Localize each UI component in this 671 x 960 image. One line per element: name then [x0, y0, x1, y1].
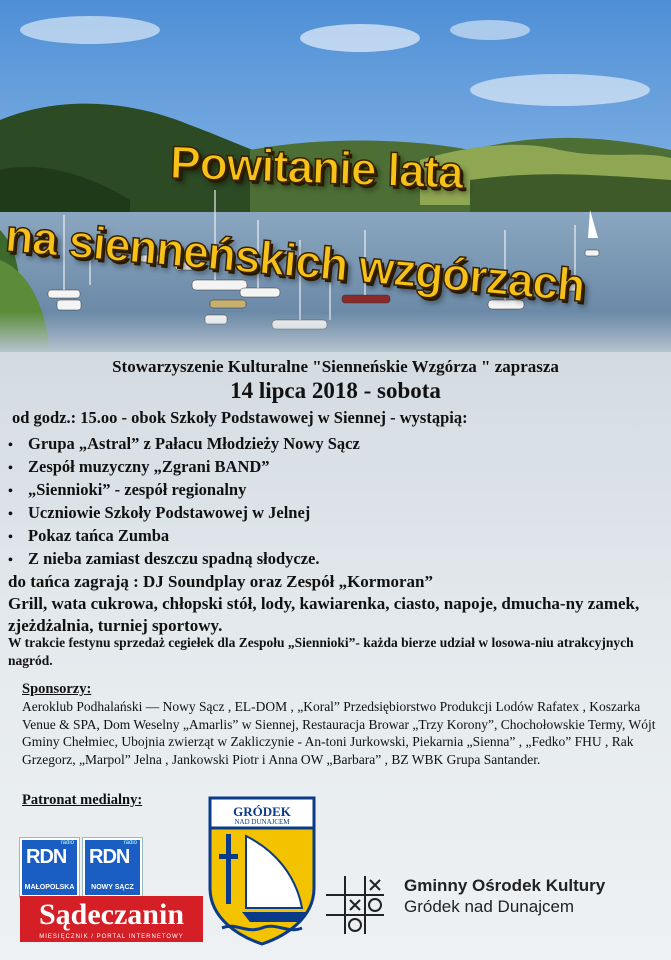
rdn-nowy-sacz-logo: radio RDN NOWY SĄCZ [83, 838, 142, 897]
bullet-icon: • [8, 530, 13, 545]
bullet-icon: • [8, 461, 13, 476]
dance-music-info: do tańca zagrają : DJ Soundplay oraz Zespół „Kormoran” [8, 572, 433, 591]
performer-item: • Pokaz tańca Zumba [8, 526, 170, 545]
grodek-coat-of-arms: GRÓDEK NAD DUNAJCEM [206, 796, 318, 946]
bullet-icon: • [8, 507, 13, 522]
performer-item: • Z nieba zamiast deszczu spadną słodycze. [8, 549, 320, 568]
sponsors-heading: Sponsorzy: [22, 681, 92, 697]
performer-item: • Zespół muzyczny „Zgrani BAND” [8, 457, 270, 476]
performer-item: • Uczniowie Szkoły Podstawowej w Jelnej [8, 503, 311, 522]
bullet-icon: • [8, 438, 13, 453]
raffle-info: W trakcie festynu sprzedaż cegiełek dla Zespołu „Siennioki”- każda bierze udział w losowa-niu atrakcyjnych nagród. [8, 635, 634, 668]
performer-item: • Grupa „Astral” z Pałacu Młodzieży Nowy Sącz [8, 434, 360, 453]
gok-tic-tac-toe-logo-icon [324, 874, 386, 936]
sadeczanin-logo: Sądeczanin MIESIĘCZNIK / PORTAL INTERNETOWY [20, 896, 203, 942]
attractions-info: Grill, wata cukrowa, chłopski stół, lody, kawiarenka, ciasto, napoje, dmucha-ny zamek, zjeżdżalnia, turniej sportowy. [8, 594, 640, 635]
bullet-icon: • [8, 553, 13, 568]
media-patronage-heading: Patronat medialny: [22, 792, 143, 808]
event-title-line-1: Powitanie lata [169, 135, 464, 199]
event-date: 14 lipca 2018 - sobota [230, 378, 441, 403]
header-photo [0, 0, 671, 352]
rdn-malopolska-logo: radio RDN MAŁOPOLSKA [20, 838, 79, 897]
event-title-line-2: na sienneńskich wzgórzach [3, 208, 587, 312]
sponsors-list: Aeroklub Podhalański — Nowy Sącz , EL-DOM , „Koral” Przedsiębiorstwo Produkcji Lodów Rafatex , Koszarka Venue & SPA, Dom Weselny „Amarlis” w Siennej, Restauracja Browar „Trzy Korony”, Chochołowskie Termy, Wójt Gminy Chełmiec, Ubojnia zwierząt w Zakliczynie - An-toni Jurkowski, Piekarnia „Sienna” , „Fedko” FHU , Rak Grzegorz, „Marpol” Jelna , Jankowski Piotr i Anna OW „Barbara” , BZ WBK Grupa Santander. [22, 699, 656, 767]
performer-item: • „Siennioki” - zespół regionalny [8, 480, 247, 499]
gok-location: Gródek nad Dunajcem [404, 897, 575, 916]
organizer-invitation: Stowarzyszenie Kulturalne "Sienneńskie Wzgórza " zaprasza [112, 357, 559, 376]
bullet-icon: • [8, 484, 13, 499]
gok-name: Gminny Ośrodek Kultury [404, 876, 606, 895]
event-time-place: od godz.: 15.oo - obok Szkoły Podstawowej w Siennej - wystąpią: [12, 408, 468, 427]
